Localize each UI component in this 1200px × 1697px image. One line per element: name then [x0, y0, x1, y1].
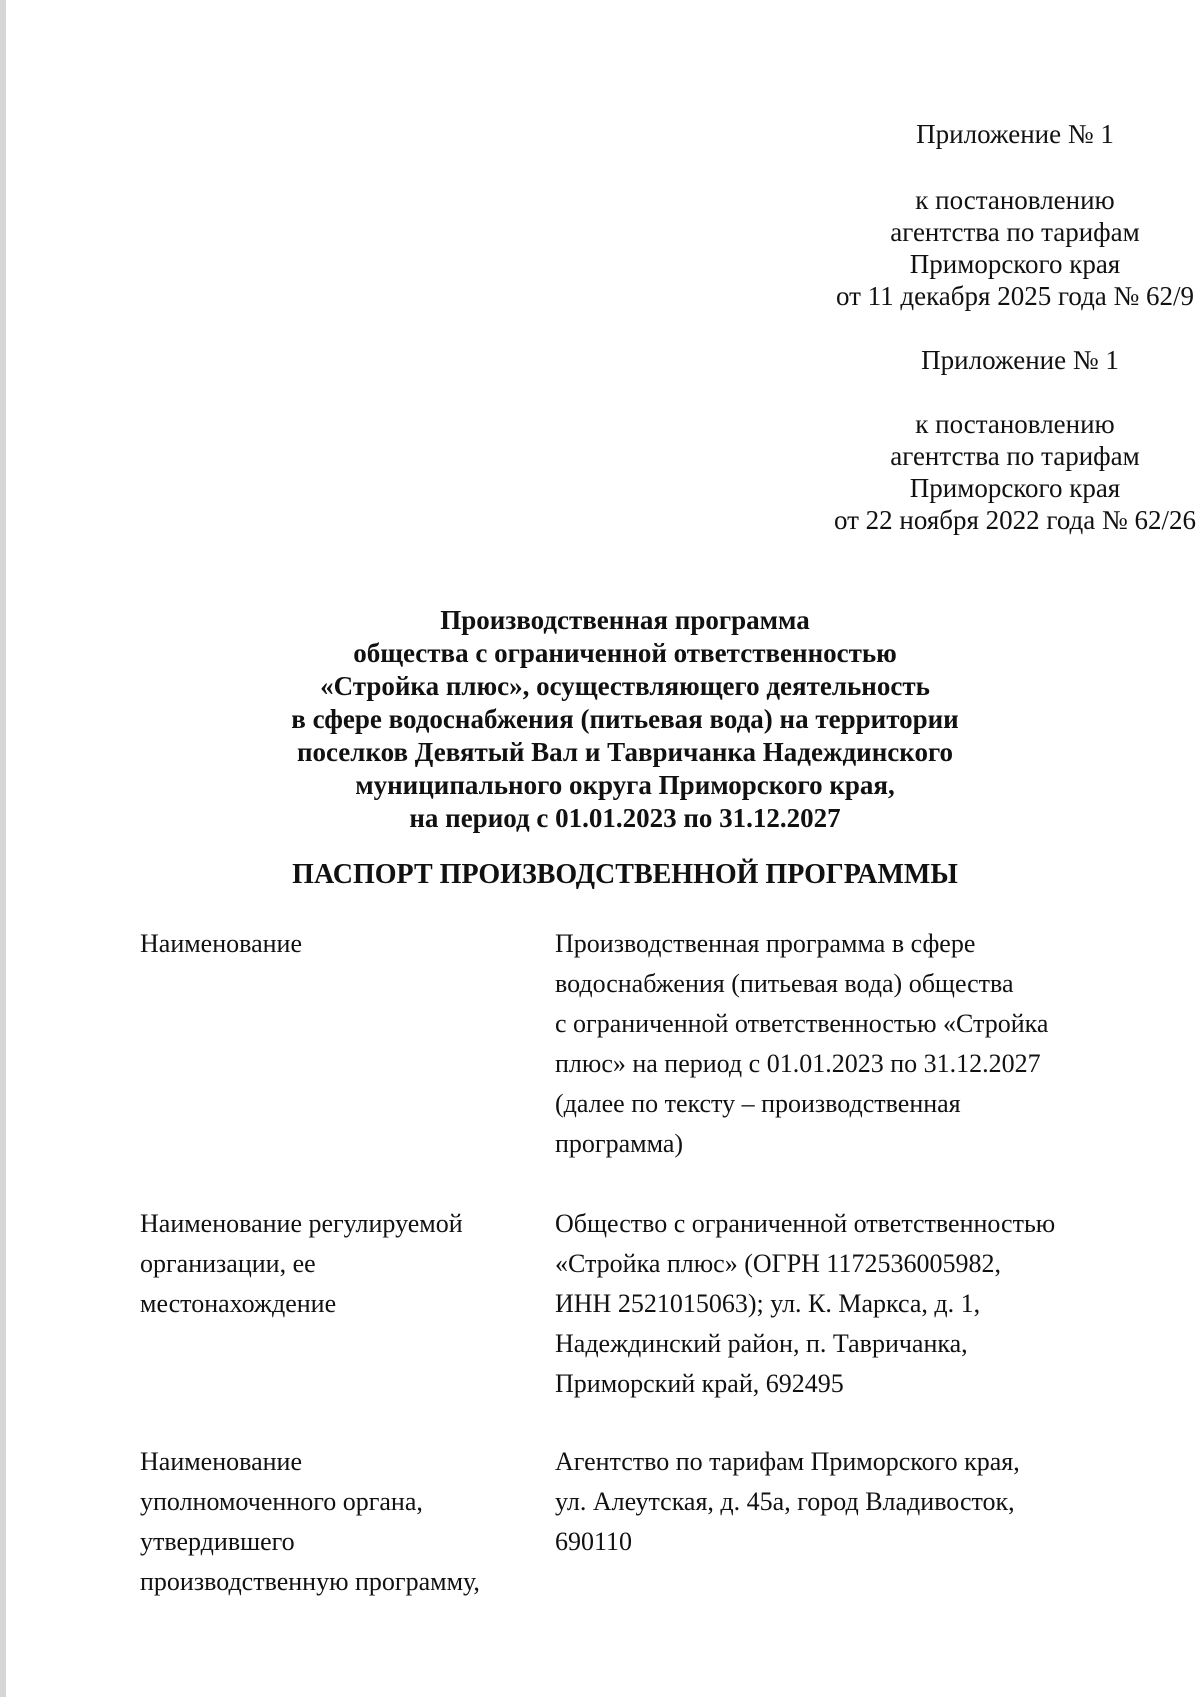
- program-title-line: в сфере водоснабжения (питьевая вода) на территории: [291, 704, 959, 734]
- label-line: уполномоченного органа,: [140, 1487, 423, 1516]
- program-title-line: Производственная программа: [440, 605, 810, 635]
- label-line: производственную программу,: [140, 1567, 480, 1596]
- label-line: организации, ее: [140, 1249, 316, 1278]
- label-line: Наименование: [140, 1447, 302, 1476]
- passport-table: [140, 924, 1120, 1602]
- passport-row-name: [140, 924, 1120, 1204]
- value-line: 690110: [555, 1527, 633, 1556]
- appendix-current-line: к постановлению: [915, 185, 1115, 215]
- value-line: Агентство по тарифам Приморского края,: [555, 1447, 1020, 1476]
- program-title-line: поселков Девятый Вал и Тавричанка Надеждинского: [296, 737, 954, 767]
- label-line: Наименование регулируемой: [140, 1209, 463, 1238]
- label-line: утвердившего: [140, 1527, 295, 1556]
- value-line: программа): [555, 1129, 684, 1158]
- label-line: местонахождение: [140, 1289, 337, 1318]
- passport-row-label: [140, 1442, 555, 1602]
- passport-title: ПАСПОРТ ПРОИЗВОДСТВЕННОЙ ПРОГРАММЫ: [292, 859, 958, 890]
- passport-row-label: [140, 924, 555, 1204]
- program-title-line: общества с ограниченной ответственностью: [353, 638, 897, 668]
- appendix-current-number: Приложение № 1: [916, 119, 1114, 149]
- appendix-previous-body: [815, 408, 1200, 536]
- passport-row-value: [555, 924, 1115, 1204]
- appendix-previous-line: агентства по тарифам: [890, 441, 1140, 471]
- value-line: «Стройка плюс» (ОГРН 1172536005982,: [555, 1249, 1001, 1278]
- program-title-line: муниципального округа Приморского края,: [355, 770, 895, 800]
- passport-row-organization: [140, 1204, 1120, 1442]
- passport-row-label: [140, 1204, 555, 1442]
- value-line: ИНН 2521015063); ул. К. Маркса, д. 1,: [555, 1289, 981, 1318]
- passport-row-value: [555, 1442, 1115, 1602]
- appendix-previous-line: от 22 ноября 2022 года № 62/26: [833, 505, 1197, 535]
- passport-row-value: [555, 1204, 1115, 1442]
- appendix-current-line: от 11 декабря 2025 года № 62/9: [835, 281, 1195, 311]
- appendix-current-body: [815, 184, 1200, 312]
- appendix-previous-number: Приложение № 1: [921, 345, 1119, 375]
- program-title-line: на период с 01.01.2023 по 31.12.2027: [409, 803, 841, 833]
- label-line: Наименование: [140, 929, 302, 958]
- value-line: Общество с ограниченной ответственностью: [555, 1209, 1056, 1238]
- appendix-previous-line: Приморского края: [909, 473, 1121, 503]
- value-line: водоснабжения (питьевая вода) общества: [555, 969, 1014, 998]
- value-line: Приморский край, 692495: [555, 1369, 844, 1398]
- appendix-previous-line: к постановлению: [915, 409, 1115, 439]
- passport-row-authority: [140, 1442, 1120, 1602]
- appendix-current-line: агентства по тарифам: [890, 217, 1140, 247]
- appendix-current: [820, 118, 1200, 150]
- value-line: (далее по тексту – производственная: [555, 1089, 961, 1118]
- value-line: плюс» на период с 01.01.2023 по 31.12.2027: [555, 1049, 1041, 1078]
- scan-edge: [0, 0, 6, 1697]
- program-title-line: «Стройка плюс», осуществляющего деятельность: [320, 671, 930, 701]
- program-title: [200, 604, 1050, 835]
- value-line: ул. Алеутская, д. 45а, город Владивосток,: [555, 1487, 1015, 1516]
- value-line: Производственная программа в сфере: [555, 929, 976, 958]
- appendix-previous: [825, 344, 1200, 376]
- appendix-current-line: Приморского края: [909, 249, 1121, 279]
- value-line: с ограниченной ответственностью «Стройка: [555, 1009, 1049, 1038]
- value-line: Надеждинский район, п. Тавричанка,: [555, 1329, 968, 1358]
